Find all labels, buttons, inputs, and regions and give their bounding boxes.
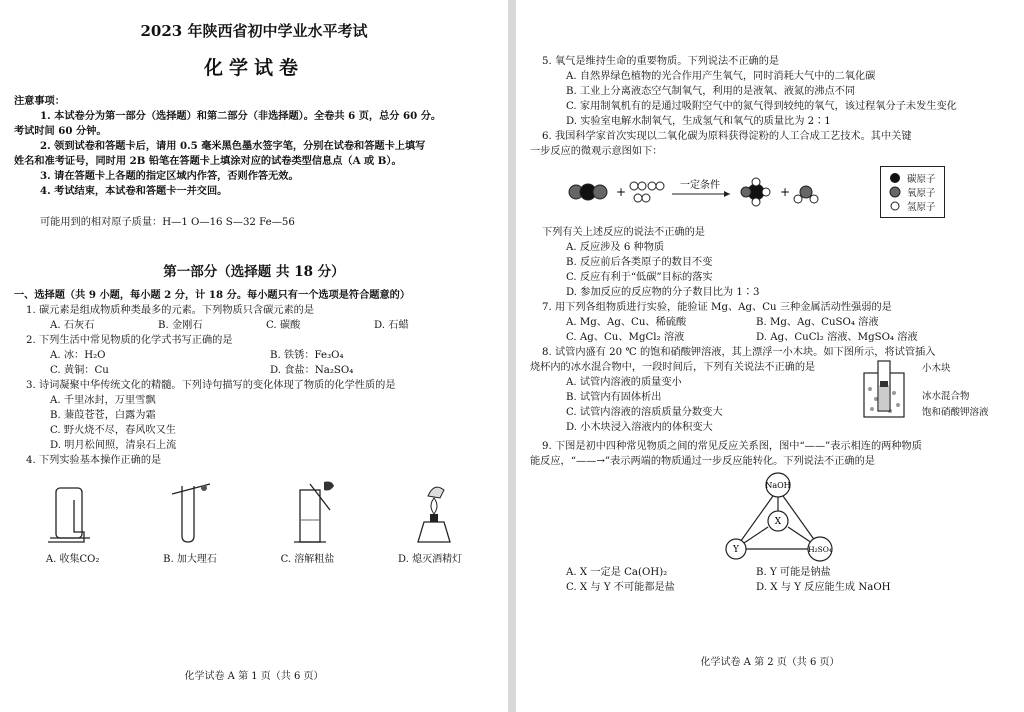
question-9-options-row1 [530,565,1006,580]
reaction-diagram [530,159,1006,225]
option-c: C. 试管内溶液的溶质质量分数变大 [566,407,723,418]
option-d: D. 实验室电解水制氧气，生成氢气和氧气的质量比为 2∶1 [566,116,831,127]
label-ice-water: 冰水混合物 [922,391,970,402]
option-b: B. 金刚石 [158,320,203,331]
notice-line: 2. 领到试卷和答题卡后，请用 0.5 毫米黑色墨水签字笔，分别在试卷和答题卡上填写 [40,140,426,152]
option-c: C. Ag、Cu、MgCl₂ 溶液 [566,332,685,343]
question-5-stem: 5. 氧气是维持生命的重要物质。下列说法不正确的是 [542,56,780,67]
question-7-options-row2 [530,330,1006,345]
option-b: B. 工业上分离液态空气制氧气，利用的是液氧、液氮的沸点不同 [566,86,856,97]
notice-line: 1. 本试卷分为第一部分（选择题）和第二部分（非选择题）。全卷共 6 页，总分 60 分。 [40,110,442,122]
atom-legend [880,166,945,218]
exam-page-2 [516,0,1024,712]
exam-title: 2023 年陕西省初中学业水平考试 [140,22,368,40]
option-b: B. Y 可能是钠盐 [756,567,831,578]
label-saturated-solution: 饱和硝酸钾溶液 [922,407,989,418]
node-h2so4: H₂SO₄ [808,545,832,554]
option-d: D. Ag、CuCl₂ 溶液、MgSO₄ 溶液 [756,332,918,343]
question-2-options-row2 [14,363,494,378]
question-4-figures [14,474,494,546]
part-title: 第一部分（选择题 共 18 分） [163,264,345,280]
molecule-reaction-figure [530,172,860,212]
atomic-masses: 可能用到的相对原子质量：H—1 O—16 S—32 Fe—56 [40,217,295,228]
option-b: B. Mg、Ag、CuSO₄ 溶液 [756,317,879,328]
question-1-stem: 1. 碳元素是组成物质种类最多的元素。下列物质只含碳元素的是 [26,305,315,316]
option-c: C. 溶解粗盐 [280,554,335,565]
question-4-options [14,550,494,565]
option-c: C. 黄铜：Cu [50,365,109,376]
notice-line: 4. 考试结束，本试卷和答题卡一并交回。 [40,185,228,197]
exam-subject: 化学试卷 [203,57,304,79]
question-6-stem-cont: 一步反应的微观示意图如下： [530,146,663,157]
node-y: Y [733,545,739,555]
svg-text:+: + [780,185,791,199]
question-8-stem-cont: 烧杯内的冰水混合物中，一段时间后，下列有关说法不正确的是 [530,362,816,373]
option-d: D. 参加反应的反应物的分子数目比为 1∶3 [566,287,760,298]
section-heading: 一、选择题（共 9 小题，每小题 2 分，计 18 分。每小题只有一个选项是符合题意的） [14,289,411,301]
legend-hydrogen: 氢原子 [889,199,936,213]
option-b: B. 反应前后各类原子的数目不变 [566,257,713,268]
question-7-options-row1 [530,315,1006,330]
dissolving-figure [284,480,344,546]
exam-page-1 [0,0,508,712]
option-d: D. 石蜡 [374,320,409,331]
option-d: D. 小木块浸入溶液内的体积变大 [566,422,713,433]
svg-text:+: + [616,185,627,199]
question-9-options-row2 [530,580,1006,595]
option-a: A. 收集CO₂ [45,554,100,565]
option-c: C. X 与 Y 不可能都是盐 [566,582,675,593]
option-a: A. X 一定是 Ca(OH)₂ [566,567,668,578]
option-b: B. 铁锈：Fe₃O₄ [270,350,344,361]
gas-collection-figure [44,480,104,546]
legend-oxygen: 氧原子 [889,185,936,199]
option-a: A. 反应涉及 6 种物质 [566,242,665,253]
option-a: A. 自然界绿色植物的光合作用产生氧气，同时消耗大气中的二氧化碳 [566,71,876,82]
option-a: A. 冰：H₂O [50,350,106,361]
beaker-figure [860,359,910,419]
node-naoh: NaOH [765,481,791,490]
option-c: C. 反应有利于“低碳”目标的落实 [566,272,713,283]
question-6-stem: 6. 我国科学家首次实现以二氧化碳为原料获得淀粉的人工合成工艺技术。其中关键 [542,131,912,142]
option-d: D. X 与 Y 反应能生成 NaOH [756,582,891,593]
option-c: C. 碳酸 [266,320,301,331]
question-6-question: 下列有关上述反应的说法不正确的是 [542,227,705,238]
question-9-stem: 9. 下图是初中四种常见物质之间的常见反应关系图，图中“——”表示相连的两种物质 [542,441,922,452]
option-c: C. 家用制氧机有的是通过吸附空气中的氮气得到较纯的氧气，该过程氧分子未发生变化 [566,101,957,112]
option-c: C. 野火烧不尽，春风吹又生 [50,425,176,436]
relation-diagram [530,469,1000,565]
reaction-condition: 一定条件 [680,180,720,191]
option-d: D. 熄灭酒精灯 [398,554,463,565]
node-x: X [774,517,782,527]
page-footer: 化学试卷 A 第 1 页（共 6 页） [184,671,324,682]
label-wood-block: 小木块 [922,363,951,374]
option-d: D. 食盐：Na₂SO₄ [270,365,354,376]
option-a: A. 千里冰封，万里雪飘 [50,395,156,406]
notice-line: 3. 请在答题卡上各题的指定区域内作答，否则作答无效。 [40,170,299,182]
option-a: A. Mg、Ag、Cu、稀硫酸 [566,317,687,328]
notice-heading: 注意事项： [14,95,65,107]
question-1-options [14,318,494,333]
question-8-stem: 8. 试管内盛有 20 ℃ 的饱和硝酸钾溶液，其上漂浮一小木块。如下图所示，将试管插入 [542,347,936,358]
question-3-stem: 3. 诗词凝聚中华传统文化的精髓。下列诗句描写的变化体现了物质的化学性质的是 [26,380,396,391]
option-b: B. 试管内有固体析出 [566,392,662,403]
option-a: A. 试管内溶液的质量变小 [566,377,682,388]
alcohol-lamp-figure [404,480,464,546]
test-tube-figure [164,480,224,546]
option-b: B. 加大理石 [163,554,217,565]
notice-line: 姓名和准考证号，同时用 2B 铅笔在答题卡上填涂对应的试卷类型信息点（A 或 B）。 [14,155,402,167]
page-divider [508,0,516,712]
notice-line: 考试时间 60 分钟。 [14,125,107,137]
question-7-stem: 7. 用下列各组物质进行实验，能验证 Mg、Ag、Cu 三种金属活动性强弱的是 [542,302,892,313]
question-2-options-row1 [14,348,494,363]
option-a: A. 石灰石 [50,320,95,331]
question-9-stem-cont: 能反应，“——→”表示两端的物质通过一步反应能转化。下列说法不正确的是 [530,456,875,467]
option-b: B. 蒹葭苍苍，白露为霜 [50,410,156,421]
question-2-stem: 2. 下列生活中常见物质的化学式书写正确的是 [26,335,233,346]
page-footer: 化学试卷 A 第 2 页（共 6 页） [700,657,840,668]
legend-carbon: 碳原子 [889,171,936,185]
option-d: D. 明月松间照，清泉石上流 [50,440,177,451]
question-4-stem: 4. 下列实验基本操作正确的是 [26,455,162,466]
